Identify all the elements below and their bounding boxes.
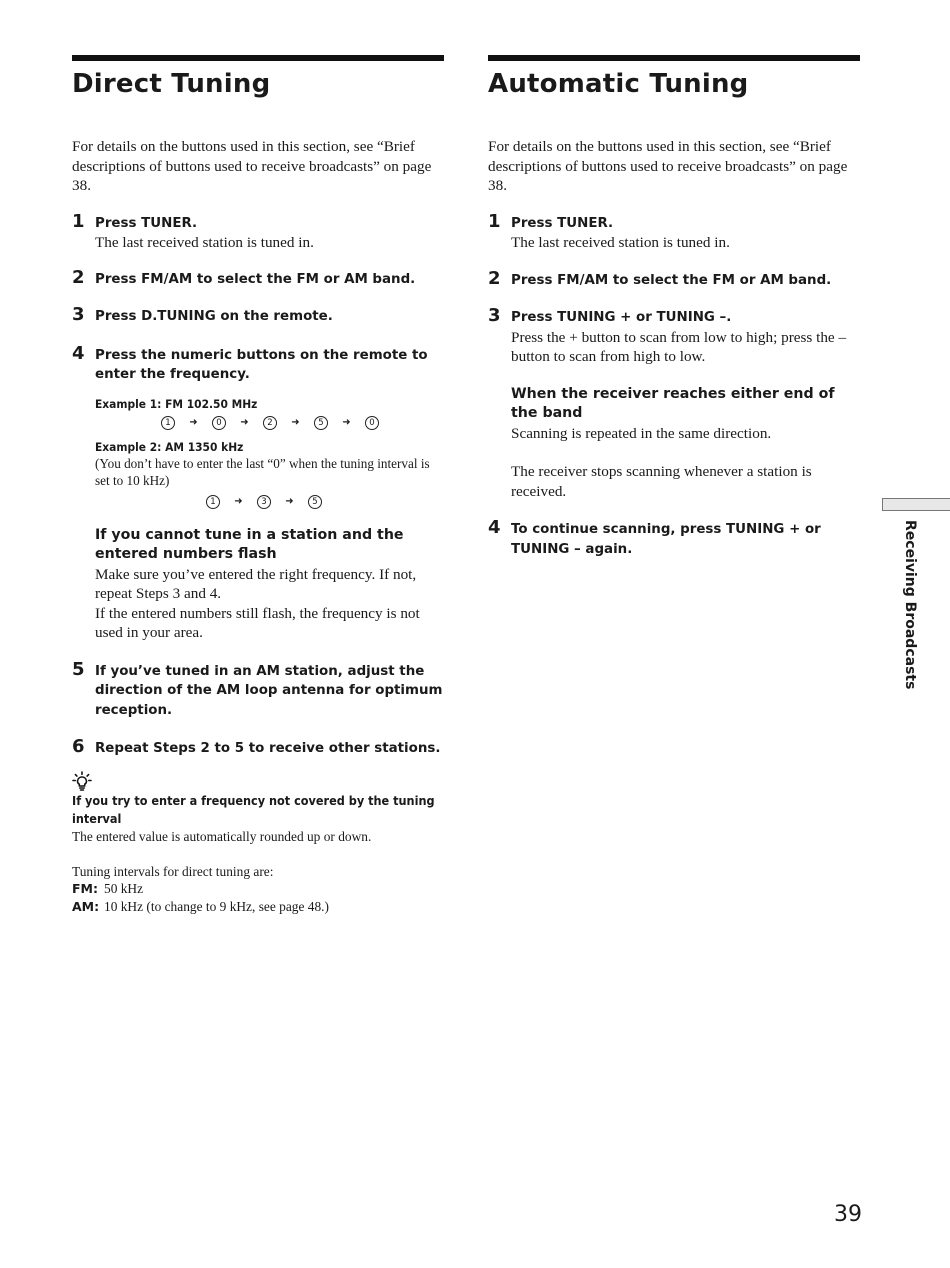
step-number: 2 bbox=[488, 267, 501, 289]
step-number: 4 bbox=[488, 517, 501, 538]
direct-tuning-section bbox=[72, 55, 444, 915]
numeric-key-icon: 3 bbox=[257, 495, 271, 509]
step-body: The last received station is tuned in. bbox=[95, 234, 314, 251]
step-body: The last received station is tuned in. bbox=[511, 234, 730, 251]
step-1 bbox=[72, 210, 444, 253]
numeric-key-icon: 5 bbox=[314, 416, 328, 430]
arrow-right-icon: ➜ bbox=[189, 417, 198, 428]
step-number: 2 bbox=[72, 266, 85, 288]
subsection-body: If the entered numbers still flash, the frequency is not used in your area. bbox=[95, 604, 420, 641]
step-4 bbox=[72, 342, 444, 643]
tip-block bbox=[72, 771, 444, 916]
subsection-body: The receiver stops scanning whenever a station is received. bbox=[511, 463, 812, 500]
step-number: 1 bbox=[72, 210, 85, 232]
automatic-tuning-section bbox=[488, 55, 860, 559]
arrow-right-icon: ➜ bbox=[342, 417, 351, 428]
step-number: 3 bbox=[72, 304, 85, 325]
subsection-body: Scanning is repeated in the same direction. bbox=[511, 424, 772, 442]
chapter-tab-marker bbox=[882, 498, 950, 511]
example-2-note: (You don’t have to enter the last “0” when the tuning interval is set to 10 kHz) bbox=[95, 455, 430, 488]
am-interval bbox=[72, 898, 444, 916]
section-rule bbox=[72, 55, 444, 61]
step-number: 4 bbox=[72, 342, 85, 364]
arrow-right-icon: ➜ bbox=[291, 417, 300, 428]
step-body: Press the + button to scan from low to high; press the – button to scan from high to low. bbox=[511, 328, 847, 365]
chapter-tab-text: Receiving Broadcasts bbox=[902, 520, 918, 690]
intro-text: For details on the buttons used in this section, see “Brief descriptions of buttons used to receive broadcasts” on page 38. bbox=[72, 138, 432, 194]
arrow-right-icon: ➜ bbox=[285, 496, 294, 507]
step-6 bbox=[72, 736, 444, 759]
step-heading: Press TUNING + or TUNING –. bbox=[511, 310, 732, 325]
arrow-right-icon: ➜ bbox=[234, 496, 243, 507]
example-1-key-sequence bbox=[161, 416, 444, 430]
lightbulb-icon bbox=[72, 771, 92, 791]
step-heading: Press TUNER. bbox=[511, 215, 614, 231]
step-3 bbox=[72, 304, 444, 327]
numeric-key-icon: 0 bbox=[212, 416, 226, 430]
section-title: Automatic Tuning bbox=[488, 69, 749, 99]
tip-heading bbox=[72, 771, 444, 829]
numeric-key-icon: 2 bbox=[263, 416, 277, 430]
am-value: 10 kHz (to change to 9 kHz, see page 48.) bbox=[104, 898, 329, 914]
subsection-heading: When the receiver reaches either end of the band bbox=[511, 385, 835, 421]
step-3 bbox=[488, 305, 860, 501]
numeric-key-icon: 5 bbox=[308, 495, 322, 509]
step-number: 3 bbox=[488, 305, 501, 326]
step-number: 5 bbox=[72, 658, 85, 680]
numeric-key-icon: 1 bbox=[161, 416, 175, 430]
step-number: 6 bbox=[72, 736, 85, 757]
tip-heading-line-2: interval bbox=[72, 811, 122, 826]
step-2 bbox=[72, 266, 444, 290]
subsection-body: Make sure you’ve entered the right frequency. If not, repeat Steps 3 and 4. bbox=[95, 565, 417, 602]
fm-label: FM: bbox=[72, 881, 98, 896]
step-number: 1 bbox=[488, 210, 501, 232]
arrow-right-icon: ➜ bbox=[240, 417, 249, 428]
step-4 bbox=[488, 517, 860, 559]
tip-heading-line-1: If you try to enter a frequency not covered by the tuning bbox=[72, 794, 435, 808]
step-heading: Press the numeric buttons on the remote to enter the frequency. bbox=[95, 347, 428, 382]
section-rule bbox=[488, 55, 860, 61]
example-2-label: Example 2: AM 1350 kHz bbox=[95, 439, 244, 454]
fm-value: 50 kHz bbox=[104, 881, 144, 896]
example-2-key-sequence bbox=[206, 495, 444, 509]
step-heading: To continue scanning, press TUNING + or TUNING – again. bbox=[511, 522, 821, 557]
numeric-key-icon: 0 bbox=[365, 416, 379, 430]
example-1-label: Example 1: FM 102.50 MHz bbox=[95, 396, 258, 411]
chapter-tab-label bbox=[900, 520, 920, 690]
tip-body: The entered value is automatically rounded up or down. bbox=[72, 829, 372, 844]
fm-interval bbox=[72, 880, 444, 898]
intro-text: For details on the buttons used in this section, see “Brief descriptions of buttons used to receive broadcasts” on page 38. bbox=[488, 138, 848, 194]
step-5 bbox=[72, 658, 444, 721]
am-label: AM: bbox=[72, 898, 100, 914]
step-heading: Press FM/AM to select the FM or AM band. bbox=[95, 271, 416, 287]
section-title: Direct Tuning bbox=[72, 69, 271, 99]
numeric-key-icon: 1 bbox=[206, 495, 220, 509]
step-heading: If you’ve tuned in an AM station, adjust the direction of the AM loop antenna for optimum reception. bbox=[95, 663, 443, 718]
tuning-intervals-intro: Tuning intervals for direct tuning are: bbox=[72, 863, 274, 879]
page-number: 39 bbox=[834, 1202, 862, 1227]
step-1 bbox=[488, 210, 860, 253]
step-heading: Press TUNER. bbox=[95, 215, 198, 231]
step-heading: Press D.TUNING on the remote. bbox=[95, 309, 333, 324]
step-heading: Repeat Steps 2 to 5 to receive other stations. bbox=[95, 741, 441, 756]
step-2 bbox=[488, 267, 860, 291]
step-heading: Press FM/AM to select the FM or AM band. bbox=[511, 272, 832, 288]
subsection-heading: If you cannot tune in a station and the entered numbers flash bbox=[95, 526, 404, 562]
